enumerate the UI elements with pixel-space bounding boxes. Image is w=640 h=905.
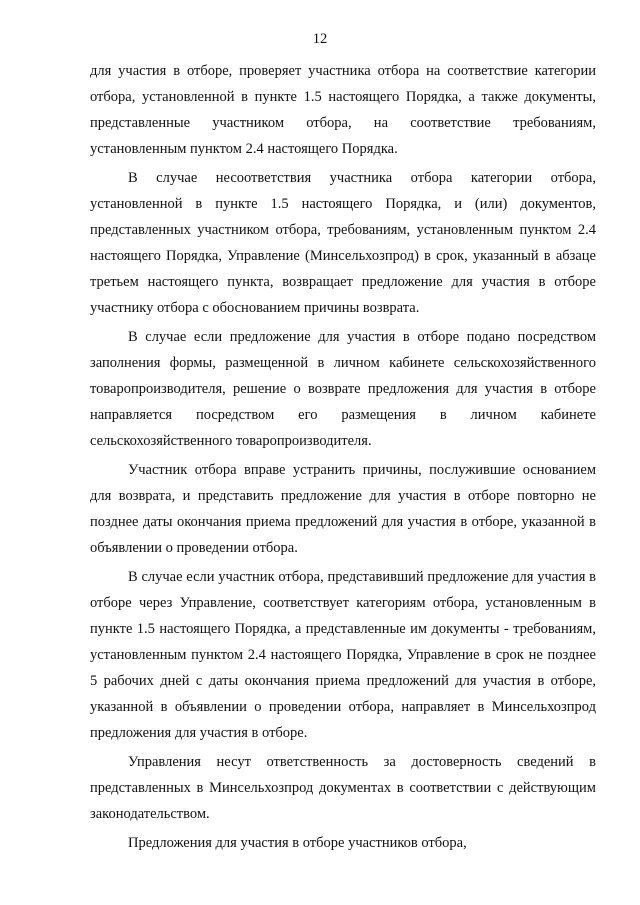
paragraph: В случае несоответствия участника отбора категории отбора, установленной в пункте 1.5 настоящего Порядка, и (или) документов, представленных участником отбора, требованиям, установленным пунктом 2.4 настоящего Порядка, Управление (Минсельхозпрод) в срок, указанный в абзаце третьем настоящего пункта, возвращает предложение для участия в отборе участнику отбора с обоснованием причины возврата. <box>90 170 596 316</box>
paragraph: В случае если участник отбора, представивший предложение для участия в отборе через Управление, соответствует категориям отбора, установленным в пункте 1.5 настоящего Порядка, а представленные им документы - требованиям, установленным пунктом 2.4 настоящего Порядка, Управление в срок не позднее 5 рабочих дней с даты окончания приема предложений для участия в отборе, указанной в объявлении о проведении отбора, направляет в Минсельхозпрод предложения для участия в отборе. <box>90 569 596 741</box>
paragraph: В случае если предложение для участия в отборе подано посредством заполнения формы, размещенной в личном кабинете сельскохозяйственного товаропроизводителя, решение о возврате предложения для участия в отборе направляется посредством его размещения в личном кабинете сельскохозяйственного товаропроизводителя. <box>90 329 596 449</box>
page-number: 12 <box>312 31 328 47</box>
document-body <box>90 58 596 856</box>
paragraph: Участник отбора вправе устранить причины, послужившие основанием для возврата, и представить предложение для участия в отборе повторно не позднее даты окончания приема предложений для участия в отборе, указанной в объявлении о проведении отбора. <box>90 462 596 556</box>
paragraph-truncated: Предложения для участия в отборе участников отбора, <box>128 835 467 851</box>
paragraph-continuation: для участия в отборе, проверяет участника отбора на соответствие категории отбора, установленной в пункте 1.5 настоящего Порядка, а также документы, представленные участником отбора, на соответствие требованиям, установленным пунктом 2.4 настоящего Порядка. <box>90 63 596 157</box>
paragraph: Управления несут ответственность за достоверность сведений в представленных в Минсельхозпрод документах в соответствии с действующим законодательством. <box>90 754 596 822</box>
